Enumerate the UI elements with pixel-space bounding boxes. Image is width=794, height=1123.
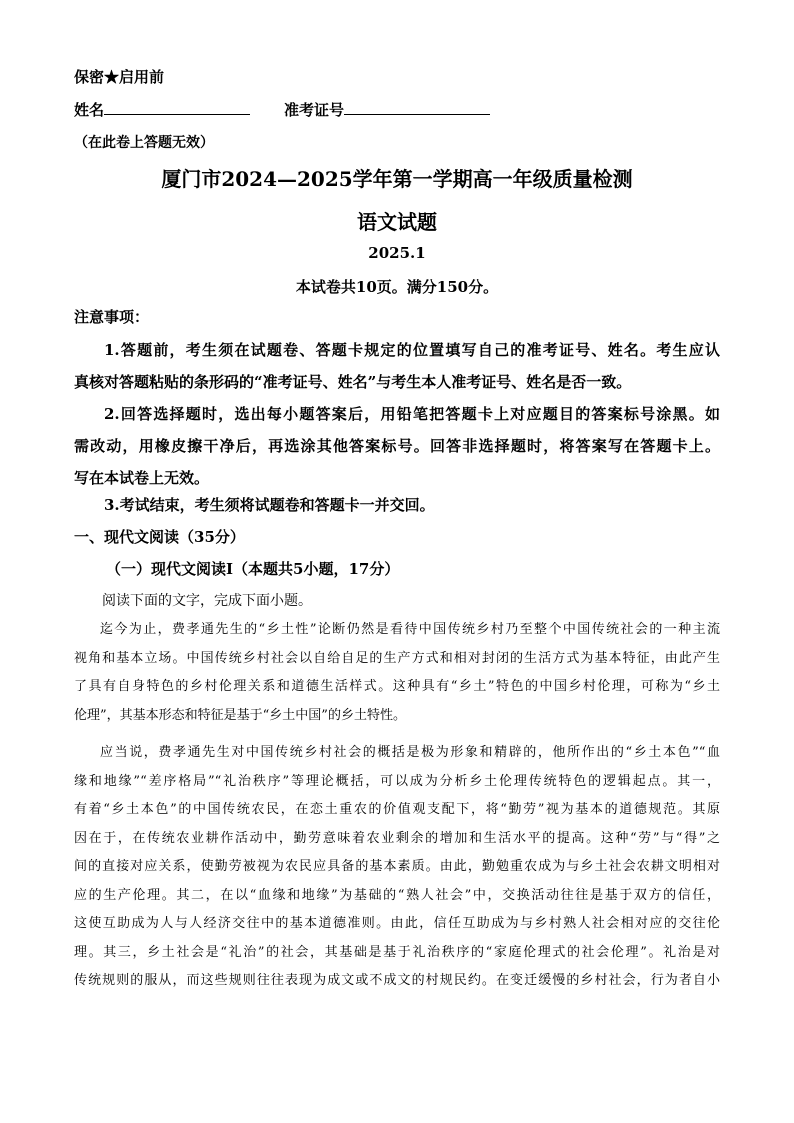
exam-number-label: 准考证号 [284, 101, 345, 119]
confidential-label: 保密★启用前 [74, 68, 165, 86]
passage-line: 理。其三，乡土社会是“礼治”的社会，其基础是基于礼治秩序的“家庭伦理式的社会伦理”。礼治是对 [74, 944, 720, 960]
passage-line: 了具有自身特色的乡村伦理关系和道德生活样式。这种具有“乡土”特色的中国乡村伦理，可称为“乡土 [74, 679, 720, 694]
subject-title: 语文试题 [357, 210, 437, 234]
invalid-note: （在此卷上答题无效） [74, 135, 214, 151]
name-label: 姓名 [74, 101, 105, 119]
passage-paragraph-1 [74, 616, 720, 730]
name-field[interactable] [74, 99, 250, 120]
notice-heading: 注意事项： [74, 308, 150, 326]
passage-line: 有着“乡土本色”的中国传统农民，在恋土重农的价值观支配下，将“勤劳”视为基本的道德规范。其原 [74, 802, 720, 817]
passage-line: 间的直接对应关系，使勤劳被视为农民应具备的基本素质。由此，勤勉重农成为与乡土社会农耕文明相对 [74, 859, 720, 874]
passage-paragraph-2 [74, 739, 720, 996]
passage-line: 缘和地缘”“差序格局”“礼治秩序”等理论概括，可以成为分析乡土伦理传统特色的逻辑起点。其一， [74, 773, 720, 789]
notice-line: 需改动，用橡皮擦干净后，再选涂其他答案标号。回答非选择题时，将答案写在答题卡上。 [74, 437, 720, 455]
passage-line: 传统规则的服从，而这些规则往往表现为成文或不成文的村规民约。在变迁缓慢的乡村社会，行为者自小 [74, 973, 720, 988]
exam-number-blank[interactable] [344, 100, 490, 115]
exam-date: 2025.1 [368, 244, 426, 262]
section-heading: 一、现代文阅读（35分） [74, 528, 245, 546]
passage-line: 这使互助成为人与人经济交往中的基本道德准则。由此，信任互助成为与乡村熟人社会相对应的交往伦 [74, 916, 720, 931]
passage-line: 迄今为止，费孝通先生的“乡土性”论断仍然是看待中国传统乡村乃至整个中国传统社会的一种主流 [100, 622, 720, 637]
exam-title: 厦门市2024—2025学年第一学期高一年级质量检测 [161, 167, 633, 191]
reading-instruction: 阅读下面的文字，完成下面小题。 [102, 593, 312, 609]
notice-line: 真核对答题粘贴的条形码的“准考证号、姓名”与考生本人准考证号、姓名是否一致。 [74, 373, 632, 391]
notice-line: 1.答题前，考生须在试题卷、答题卡规定的位置填写自己的准考证号、姓名。考生应认 [104, 341, 720, 359]
notice-item-1 [74, 334, 720, 398]
passage-line: 应当说，费孝通先生对中国传统乡村社会的概括是极为形象和精辟的，他所作出的“乡土本色”“血 [100, 745, 720, 760]
notice-line: 写在本试卷上无效。 [74, 469, 210, 487]
name-blank[interactable] [104, 100, 250, 115]
notice-item-2 [74, 398, 720, 494]
notice-line: 2.回答选择题时，选出每小题答案后，用铅笔把答题卡上对应题目的答案标号涂黑。如 [104, 405, 720, 423]
passage-line: 应的生产伦理。其二，在以“血缘和地缘”为基础的“熟人社会”中，交换活动往往是基于双方的信任， [74, 887, 720, 903]
subsection-heading: （一）现代文阅读Ⅰ（本题共5小题，17分） [106, 560, 400, 578]
exam-number-field[interactable] [284, 99, 490, 120]
passage-line: 视角和基本立场。中国传统乡村社会以自给自足的生产方式和相对封闭的生活方式为基本特征，由此产生 [74, 650, 720, 666]
exam-info: 本试卷共10页。满分150分。 [295, 278, 499, 296]
passage-line: 因在于，在传统农业耕作活动中，勤劳意味着农业剩余的增加和生活水平的提高。这种“劳”与“得”之 [74, 830, 720, 846]
notice-item-3: 3.考试结束，考生须将试题卷和答题卡一并交回。 [104, 496, 435, 514]
passage-line: 伦理”，其基本形态和特征是基于“乡土中国”的乡土特性。 [74, 707, 406, 723]
